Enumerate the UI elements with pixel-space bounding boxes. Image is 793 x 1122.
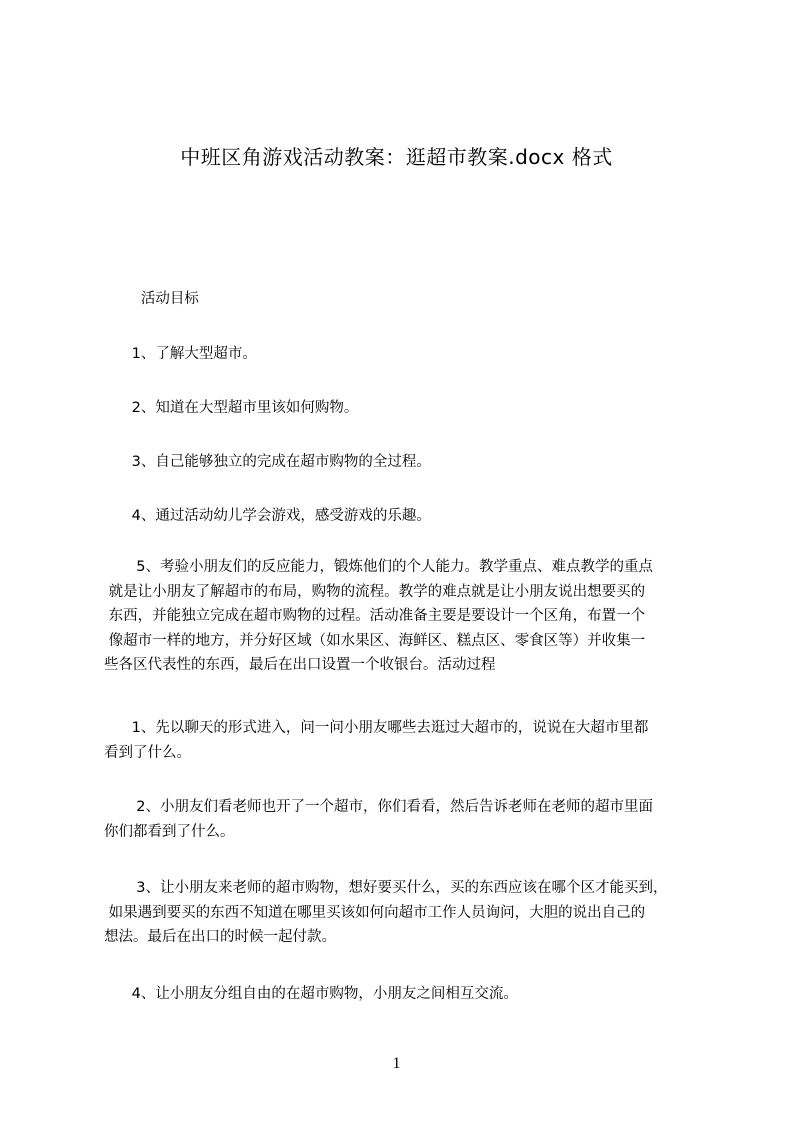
paragraph-goal-4: 4、通过活动幼儿学会游戏，感受游戏的乐趣。 bbox=[104, 508, 431, 524]
paragraph-process-3: 3、让小朋友来老师的超市购物，想好要买什么，买的东西应该在哪个区才能买到， 如果遇到要买的东西不知道在哪里买该如何向超市工作人员询问，大胆的说出自己的 想法。最后在出口的时候一起付款。 bbox=[104, 880, 668, 945]
paragraph-goal-3: 3、自己能够独立的完成在超市购物的全过程。 bbox=[104, 454, 431, 470]
paragraph-goal-2: 2、知道在大型超市里该如何购物。 bbox=[104, 400, 359, 416]
document-title: 中班区角游戏活动教案：逛超市教案.docx 格式 bbox=[180, 145, 613, 169]
paragraph-process-2: 2、小朋友们看老师也开了一个超市，你们看看，然后告诉老师在老师的超市里面 你们都看到了什么。 bbox=[104, 799, 653, 840]
paragraph-process-4: 4、让小朋友分组自由的在超市购物，小朋友之间相互交流。 bbox=[104, 986, 518, 1002]
paragraph-activity-goals: 活动目标 bbox=[104, 291, 199, 307]
paragraph-process-1: 1、先以聊天的形式进入，问一问小朋友哪些去逛过大超市的，说说在大超市里都 看到了什么。 bbox=[104, 720, 649, 761]
paragraph-goal-5: 5、考验小朋友们的反应能力，锻炼他们的个人能力。教学重点、难点教学的重点 就是让小朋友了解超市的布局，购物的流程。教学的难点就是让小朋友说出想要买的 东西，并能独立完成在超市购物的过程。活动准备主要是要设计一个区角，布置一个 像超市一样的地方，并分好区域（如水果区、海鲜区、糕点区、零食区等）并收集一 些各区代表性的东西，最后在出口设置一个收银台。活动过程 bbox=[104, 559, 653, 673]
page-number: 1 bbox=[392, 1055, 401, 1072]
paragraph-goal-1: 1、了解大型超市。 bbox=[104, 346, 257, 362]
